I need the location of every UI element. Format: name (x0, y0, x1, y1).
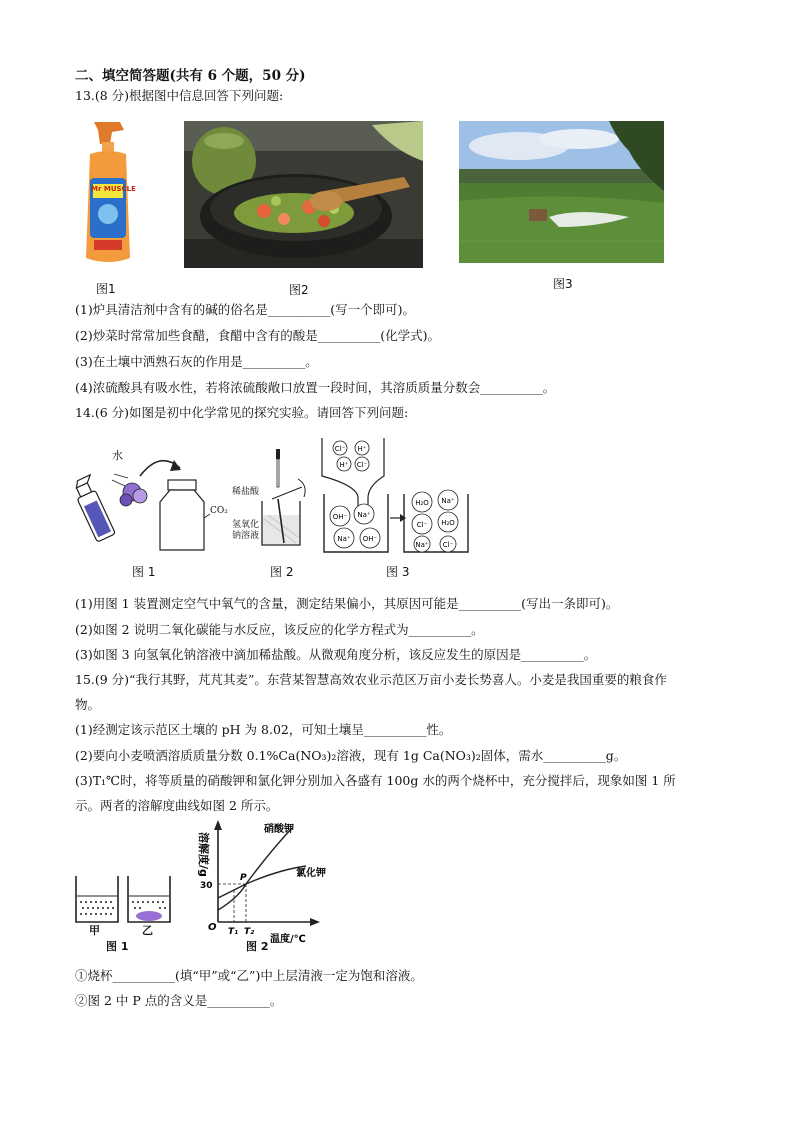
q14-stem: 14.(6 分)如图是初中化学常见的探究实验。请回答下列问题: (75, 405, 409, 420)
beaker-label-yi: 乙 (142, 924, 153, 937)
ion-top-4: Cl⁻ (356, 461, 368, 469)
ion-right-4: H₂O (441, 519, 455, 527)
q15-figure-1-beakers (72, 870, 182, 955)
beaker-label-jia: 甲 (89, 924, 100, 937)
q15-item-2: (2)要向小麦喷洒溶质质量分数 0.1%Ca(NO₃)₂溶液，现有 1g Ca(NO₃)₂固体，需水__________g。 (75, 748, 627, 763)
q13-item-1: (1)炉具清洁剂中含有的碱的俗名是__________(写一个即可)。 (75, 302, 415, 317)
chart-xlabel: 温度/℃ (270, 934, 306, 945)
q14-figure-2-titration (232, 445, 312, 555)
q14-figure-1-co2-bottle (70, 440, 230, 555)
q14-caption-1: 图 1 (132, 565, 156, 579)
q15-caption-2: 图 2 (246, 940, 269, 953)
chart-point-p: P (240, 873, 247, 883)
ion-left-3: Na⁺ (337, 535, 351, 543)
q14-caption-3: 图 3 (386, 565, 410, 579)
q13-caption-1: 图1 (96, 282, 116, 296)
chart-origin: O (208, 922, 217, 933)
q15-caption-1: 图 1 (106, 940, 129, 953)
q14-fig2-base-label: 氢氧化 钠溶液 (232, 520, 260, 541)
q15-sub-item-1: ①烧杯__________(填“甲”或“乙”)中上层清液一定为饱和溶液。 (75, 968, 423, 983)
q13-stem: 13.(8 分)根据图中信息回答下列问题: (75, 88, 284, 103)
chart-xtick-t1: T₁ (228, 927, 239, 937)
q15-sub-item-2: ②图 2 中 P 点的含义是__________。 (75, 993, 283, 1008)
q13-caption-2: 图2 (289, 283, 309, 297)
q15-stem-line-2: 物。 (75, 697, 101, 712)
ion-top-1: Cl⁻ (334, 445, 346, 453)
ion-right-1: H₂O (415, 499, 429, 507)
ion-right-2: Na⁺ (441, 497, 455, 505)
section-title: 二、填空简答题(共有 6 个题，50 分) (75, 68, 306, 84)
chart-series-kcl: 氯化钾 (296, 868, 326, 879)
q14-fig2-acid-label: 稀盐酸 (232, 487, 260, 497)
ion-right-5: Na⁺ (415, 541, 429, 549)
ion-top-3: H⁺ (339, 461, 349, 469)
q13-item-3: (3)在土壤中洒熟石灰的作用是__________。 (75, 354, 318, 369)
q13-item-4: (4)浓硫酸具有吸水性，若将浓硫酸敞口放置一段时间，其溶质质量分数会__________。 (75, 380, 556, 395)
ion-left-4: OH⁻ (362, 535, 378, 543)
q14-caption-2: 图 2 (270, 565, 294, 579)
q14-fig1-co2-label: CO₂ (210, 506, 228, 516)
q14-fig1-water-label: 水 (112, 449, 123, 462)
q14-item-1: (1)用图 1 装置测定空气中氧气的含量，测定结果偏小，其原因可能是__________(写出一条即可)。 (75, 596, 619, 611)
q13-figure-3-farmland (459, 121, 664, 263)
q15-item-1: (1)经测定该示范区土壤的 pH 为 8.02，可知土壤呈__________性。 (75, 722, 452, 737)
chart-ytick-30: 30 (200, 881, 213, 891)
chart-ylabel: 溶解度/g (197, 832, 210, 877)
q15-stem-line-1: 15.(9 分)“我行其野，芃芃其麦”。东营某智慧高效农业示范区万亩小麦长势喜人。小麦是我国重要的粮食作 (75, 672, 667, 687)
ion-top-2: H⁺ (357, 445, 367, 453)
q14-item-3: (3)如图 3 向氢氧化钠溶液中滴加稀盐酸。从微观角度分析，该反应发生的原因是__________。 (75, 647, 597, 662)
q13-caption-3: 图3 (553, 277, 573, 291)
q15-figure-2-solubility-chart (188, 818, 348, 958)
q15-item-3-line-2: 示。两者的溶解度曲线如图 2 所示。 (75, 798, 279, 813)
q15-item-3-line-1: (3)T₁℃时，将等质量的硝酸钾和氯化钾分别加入各盛有 100g 水的两个烧杯中，充分搅拌后，现象如图 1 所 (75, 773, 676, 788)
q13-item-2: (2)炒菜时常常加些食醋，食醋中含有的酸是__________(化学式)。 (75, 328, 440, 343)
ion-left-1: OH⁻ (332, 513, 348, 521)
ion-right-6: Cl⁻ (442, 541, 454, 549)
chart-series-kno3: 硝酸钾 (264, 824, 294, 835)
ion-left-2: Na⁺ (357, 511, 371, 519)
q14-figure-3-ion-model (318, 436, 470, 556)
chart-xtick-t2: T₂ (244, 927, 255, 937)
q13-figure-1-cleaner-bottle (80, 118, 136, 268)
q13-figure-2-wok-cooking (184, 121, 423, 268)
bottle-label: Mr MUSCLE (91, 185, 136, 193)
q14-item-2: (2)如图 2 说明二氧化碳能与水反应，该反应的化学方程式为__________。 (75, 622, 484, 637)
ion-right-3: Cl⁻ (416, 521, 428, 529)
